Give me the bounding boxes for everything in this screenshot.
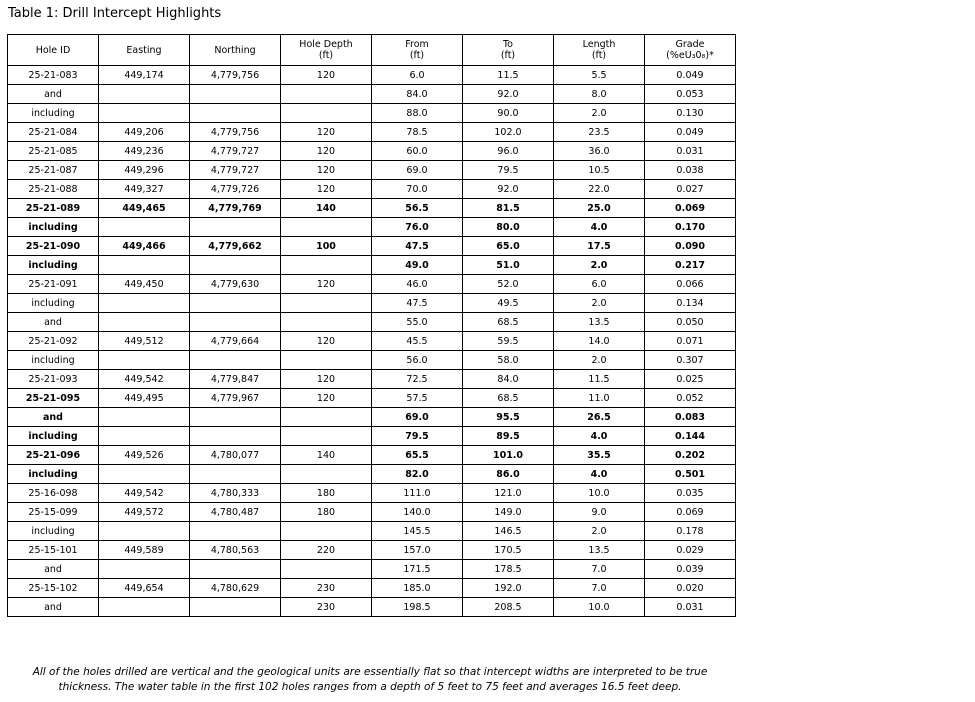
cell-grade: 0.083 bbox=[645, 408, 736, 427]
cell-hole-depth: 120 bbox=[281, 180, 372, 199]
cell-easting bbox=[99, 560, 190, 579]
table-row bbox=[8, 104, 736, 123]
cell-northing: 4,780,487 bbox=[190, 503, 281, 522]
cell-hole-depth bbox=[281, 256, 372, 275]
table-row bbox=[8, 541, 736, 560]
header-row bbox=[8, 35, 736, 66]
header-to bbox=[463, 35, 554, 66]
cell-easting bbox=[99, 522, 190, 541]
cell-grade: 0.090 bbox=[645, 237, 736, 256]
cell-length: 6.0 bbox=[554, 275, 645, 294]
cell-easting: 449,174 bbox=[99, 66, 190, 85]
cell-northing: 4,779,727 bbox=[190, 142, 281, 161]
cell-grade: 0.307 bbox=[645, 351, 736, 370]
cell-easting: 449,542 bbox=[99, 484, 190, 503]
cell-grade: 0.202 bbox=[645, 446, 736, 465]
cell-length: 36.0 bbox=[554, 142, 645, 161]
cell-to: 90.0 bbox=[463, 104, 554, 123]
table-row bbox=[8, 332, 736, 351]
cell-hole-depth: 120 bbox=[281, 275, 372, 294]
cell-hole-id: 25-21-092 bbox=[8, 332, 99, 351]
cell-hole-depth bbox=[281, 560, 372, 579]
cell-from: 84.0 bbox=[372, 85, 463, 104]
cell-to: 84.0 bbox=[463, 370, 554, 389]
cell-hole-depth: 180 bbox=[281, 503, 372, 522]
table-row bbox=[8, 408, 736, 427]
cell-to: 52.0 bbox=[463, 275, 554, 294]
cell-from: 65.5 bbox=[372, 446, 463, 465]
cell-from: 69.0 bbox=[372, 161, 463, 180]
cell-hole-depth: 120 bbox=[281, 123, 372, 142]
cell-from: 157.0 bbox=[372, 541, 463, 560]
cell-length: 2.0 bbox=[554, 294, 645, 313]
table-row bbox=[8, 218, 736, 237]
cell-hole-id: 25-21-095 bbox=[8, 389, 99, 408]
cell-from: 47.5 bbox=[372, 237, 463, 256]
cell-easting: 449,466 bbox=[99, 237, 190, 256]
cell-grade: 0.035 bbox=[645, 484, 736, 503]
cell-length: 4.0 bbox=[554, 218, 645, 237]
cell-length: 13.5 bbox=[554, 313, 645, 332]
cell-to: 92.0 bbox=[463, 180, 554, 199]
table-row bbox=[8, 446, 736, 465]
cell-from: 72.5 bbox=[372, 370, 463, 389]
cell-easting: 449,654 bbox=[99, 579, 190, 598]
cell-northing bbox=[190, 598, 281, 617]
cell-hole-id: and bbox=[8, 85, 99, 104]
cell-to: 86.0 bbox=[463, 465, 554, 484]
header-unit: (ft) bbox=[409, 50, 425, 61]
cell-from: 145.5 bbox=[372, 522, 463, 541]
cell-to: 149.0 bbox=[463, 503, 554, 522]
cell-hole-depth: 120 bbox=[281, 370, 372, 389]
cell-grade: 0.130 bbox=[645, 104, 736, 123]
cell-northing bbox=[190, 465, 281, 484]
cell-easting: 449,450 bbox=[99, 275, 190, 294]
cell-hole-depth: 120 bbox=[281, 161, 372, 180]
table-row bbox=[8, 199, 736, 218]
table-row bbox=[8, 427, 736, 446]
cell-length: 2.0 bbox=[554, 256, 645, 275]
cell-from: 79.5 bbox=[372, 427, 463, 446]
header-hole-depth bbox=[281, 35, 372, 66]
header-unit: (ft) bbox=[500, 50, 516, 61]
cell-length: 5.5 bbox=[554, 66, 645, 85]
table-row bbox=[8, 275, 736, 294]
cell-northing bbox=[190, 427, 281, 446]
table-row bbox=[8, 237, 736, 256]
cell-hole-depth: 100 bbox=[281, 237, 372, 256]
cell-northing: 4,779,664 bbox=[190, 332, 281, 351]
cell-from: 76.0 bbox=[372, 218, 463, 237]
cell-hole-id: 25-21-088 bbox=[8, 180, 99, 199]
cell-northing bbox=[190, 313, 281, 332]
cell-hole-id: 25-21-087 bbox=[8, 161, 99, 180]
cell-from: 78.5 bbox=[372, 123, 463, 142]
cell-length: 10.0 bbox=[554, 598, 645, 617]
cell-easting: 449,296 bbox=[99, 161, 190, 180]
cell-hole-depth: 120 bbox=[281, 389, 372, 408]
cell-from: 111.0 bbox=[372, 484, 463, 503]
cell-length: 14.0 bbox=[554, 332, 645, 351]
cell-from: 49.0 bbox=[372, 256, 463, 275]
cell-northing bbox=[190, 256, 281, 275]
header-label: Grade bbox=[675, 39, 705, 50]
cell-from: 56.5 bbox=[372, 199, 463, 218]
table-row bbox=[8, 389, 736, 408]
cell-grade: 0.027 bbox=[645, 180, 736, 199]
cell-easting: 449,589 bbox=[99, 541, 190, 560]
cell-grade: 0.053 bbox=[645, 85, 736, 104]
cell-hole-depth: 120 bbox=[281, 66, 372, 85]
cell-to: 96.0 bbox=[463, 142, 554, 161]
footnote: All of the holes drilled are vertical and the geological units are essentially flat so that intercept widths are interpreted to be true thickness. The water table in the first 102 holes ranges from a depth of 5 feet to 75 feet and averages 16.5 feet deep. bbox=[32, 666, 708, 693]
cell-northing: 4,779,727 bbox=[190, 161, 281, 180]
cell-grade: 0.031 bbox=[645, 142, 736, 161]
cell-hole-id: 25-15-102 bbox=[8, 579, 99, 598]
cell-easting: 449,512 bbox=[99, 332, 190, 351]
cell-hole-id: 25-21-089 bbox=[8, 199, 99, 218]
cell-hole-depth bbox=[281, 522, 372, 541]
table-body bbox=[8, 66, 736, 617]
cell-easting bbox=[99, 427, 190, 446]
cell-northing: 4,779,756 bbox=[190, 66, 281, 85]
cell-easting: 449,572 bbox=[99, 503, 190, 522]
cell-length: 2.0 bbox=[554, 104, 645, 123]
cell-easting bbox=[99, 256, 190, 275]
cell-easting bbox=[99, 104, 190, 123]
cell-easting bbox=[99, 598, 190, 617]
table-row bbox=[8, 294, 736, 313]
cell-hole-id: and bbox=[8, 560, 99, 579]
cell-grade: 0.038 bbox=[645, 161, 736, 180]
header-from bbox=[372, 35, 463, 66]
cell-to: 102.0 bbox=[463, 123, 554, 142]
cell-hole-depth bbox=[281, 465, 372, 484]
cell-hole-id: including bbox=[8, 218, 99, 237]
cell-to: 170.5 bbox=[463, 541, 554, 560]
cell-grade: 0.029 bbox=[645, 541, 736, 560]
cell-easting bbox=[99, 351, 190, 370]
table-row bbox=[8, 66, 736, 85]
cell-hole-depth: 230 bbox=[281, 598, 372, 617]
cell-hole-id: 25-21-090 bbox=[8, 237, 99, 256]
cell-length: 22.0 bbox=[554, 180, 645, 199]
cell-hole-id: including bbox=[8, 104, 99, 123]
cell-to: 121.0 bbox=[463, 484, 554, 503]
cell-hole-depth: 180 bbox=[281, 484, 372, 503]
cell-hole-id: 25-16-098 bbox=[8, 484, 99, 503]
cell-from: 69.0 bbox=[372, 408, 463, 427]
cell-northing: 4,779,756 bbox=[190, 123, 281, 142]
cell-to: 192.0 bbox=[463, 579, 554, 598]
cell-easting: 449,526 bbox=[99, 446, 190, 465]
header-label: Northing bbox=[214, 44, 256, 56]
cell-hole-id: 25-21-091 bbox=[8, 275, 99, 294]
cell-northing bbox=[190, 218, 281, 237]
cell-grade: 0.069 bbox=[645, 503, 736, 522]
cell-length: 2.0 bbox=[554, 522, 645, 541]
cell-easting bbox=[99, 294, 190, 313]
cell-to: 49.5 bbox=[463, 294, 554, 313]
cell-northing bbox=[190, 85, 281, 104]
cell-hole-id: 25-21-083 bbox=[8, 66, 99, 85]
cell-hole-id: and bbox=[8, 408, 99, 427]
cell-length: 9.0 bbox=[554, 503, 645, 522]
cell-from: 46.0 bbox=[372, 275, 463, 294]
cell-from: 70.0 bbox=[372, 180, 463, 199]
cell-hole-id: 25-15-099 bbox=[8, 503, 99, 522]
cell-northing: 4,780,333 bbox=[190, 484, 281, 503]
cell-northing bbox=[190, 104, 281, 123]
cell-easting: 449,236 bbox=[99, 142, 190, 161]
header-hole-id bbox=[8, 35, 99, 66]
cell-easting bbox=[99, 85, 190, 104]
cell-length: 11.0 bbox=[554, 389, 645, 408]
cell-from: 82.0 bbox=[372, 465, 463, 484]
cell-grade: 0.066 bbox=[645, 275, 736, 294]
cell-easting bbox=[99, 465, 190, 484]
cell-length: 23.5 bbox=[554, 123, 645, 142]
cell-northing bbox=[190, 294, 281, 313]
cell-length: 4.0 bbox=[554, 465, 645, 484]
cell-northing bbox=[190, 351, 281, 370]
cell-hole-id: and bbox=[8, 598, 99, 617]
header-label: Hole Depth bbox=[299, 39, 353, 50]
cell-from: 45.5 bbox=[372, 332, 463, 351]
cell-hole-depth bbox=[281, 104, 372, 123]
table-row bbox=[8, 465, 736, 484]
cell-to: 208.5 bbox=[463, 598, 554, 617]
cell-easting: 449,465 bbox=[99, 199, 190, 218]
cell-grade: 0.178 bbox=[645, 522, 736, 541]
table-row bbox=[8, 503, 736, 522]
table-row bbox=[8, 161, 736, 180]
cell-easting bbox=[99, 218, 190, 237]
cell-to: 68.5 bbox=[463, 389, 554, 408]
cell-to: 51.0 bbox=[463, 256, 554, 275]
header-label: Easting bbox=[126, 44, 162, 56]
table-title: Table 1: Drill Intercept Highlights bbox=[8, 6, 222, 21]
cell-northing bbox=[190, 560, 281, 579]
cell-hole-id: 25-21-084 bbox=[8, 123, 99, 142]
cell-northing: 4,779,662 bbox=[190, 237, 281, 256]
cell-grade: 0.144 bbox=[645, 427, 736, 446]
header-length bbox=[554, 35, 645, 66]
cell-hole-depth bbox=[281, 408, 372, 427]
cell-from: 57.5 bbox=[372, 389, 463, 408]
cell-length: 35.5 bbox=[554, 446, 645, 465]
table-row bbox=[8, 598, 736, 617]
drill-intercept-table bbox=[7, 34, 736, 617]
cell-from: 6.0 bbox=[372, 66, 463, 85]
cell-grade: 0.031 bbox=[645, 598, 736, 617]
cell-northing: 4,780,077 bbox=[190, 446, 281, 465]
cell-hole-id: including bbox=[8, 256, 99, 275]
cell-length: 7.0 bbox=[554, 560, 645, 579]
header-label: To bbox=[502, 39, 513, 50]
cell-length: 10.5 bbox=[554, 161, 645, 180]
table-row bbox=[8, 351, 736, 370]
cell-hole-id: including bbox=[8, 294, 99, 313]
cell-hole-id: and bbox=[8, 313, 99, 332]
cell-northing: 4,779,726 bbox=[190, 180, 281, 199]
cell-hole-depth: 140 bbox=[281, 199, 372, 218]
table-row bbox=[8, 522, 736, 541]
cell-northing: 4,779,769 bbox=[190, 199, 281, 218]
cell-grade: 0.052 bbox=[645, 389, 736, 408]
header-unit: (%eU₃0₈)* bbox=[666, 50, 714, 61]
cell-easting: 449,327 bbox=[99, 180, 190, 199]
cell-length: 7.0 bbox=[554, 579, 645, 598]
cell-to: 101.0 bbox=[463, 446, 554, 465]
table-row bbox=[8, 142, 736, 161]
cell-from: 198.5 bbox=[372, 598, 463, 617]
cell-hole-id: 25-21-096 bbox=[8, 446, 99, 465]
cell-hole-depth bbox=[281, 85, 372, 104]
cell-grade: 0.039 bbox=[645, 560, 736, 579]
cell-to: 11.5 bbox=[463, 66, 554, 85]
cell-from: 88.0 bbox=[372, 104, 463, 123]
cell-hole-depth bbox=[281, 313, 372, 332]
cell-hole-id: including bbox=[8, 465, 99, 484]
cell-to: 146.5 bbox=[463, 522, 554, 541]
cell-grade: 0.134 bbox=[645, 294, 736, 313]
cell-grade: 0.020 bbox=[645, 579, 736, 598]
cell-grade: 0.069 bbox=[645, 199, 736, 218]
table-row bbox=[8, 123, 736, 142]
header-easting bbox=[99, 35, 190, 66]
cell-from: 47.5 bbox=[372, 294, 463, 313]
cell-to: 92.0 bbox=[463, 85, 554, 104]
cell-hole-depth bbox=[281, 427, 372, 446]
cell-grade: 0.049 bbox=[645, 123, 736, 142]
header-northing bbox=[190, 35, 281, 66]
cell-easting bbox=[99, 408, 190, 427]
cell-from: 60.0 bbox=[372, 142, 463, 161]
table-row bbox=[8, 180, 736, 199]
cell-length: 25.0 bbox=[554, 199, 645, 218]
cell-hole-depth bbox=[281, 351, 372, 370]
cell-from: 185.0 bbox=[372, 579, 463, 598]
cell-hole-depth: 220 bbox=[281, 541, 372, 560]
cell-easting: 449,542 bbox=[99, 370, 190, 389]
header-label: Length bbox=[582, 39, 616, 50]
cell-to: 65.0 bbox=[463, 237, 554, 256]
cell-hole-id: 25-15-101 bbox=[8, 541, 99, 560]
cell-length: 8.0 bbox=[554, 85, 645, 104]
cell-grade: 0.501 bbox=[645, 465, 736, 484]
table-row bbox=[8, 484, 736, 503]
header-label: Hole ID bbox=[35, 44, 71, 56]
cell-to: 81.5 bbox=[463, 199, 554, 218]
cell-to: 79.5 bbox=[463, 161, 554, 180]
cell-grade: 0.025 bbox=[645, 370, 736, 389]
cell-northing: 4,779,847 bbox=[190, 370, 281, 389]
cell-hole-depth: 120 bbox=[281, 332, 372, 351]
cell-northing: 4,779,630 bbox=[190, 275, 281, 294]
table-row bbox=[8, 560, 736, 579]
cell-easting bbox=[99, 313, 190, 332]
table-row bbox=[8, 370, 736, 389]
cell-to: 59.5 bbox=[463, 332, 554, 351]
cell-hole-id: including bbox=[8, 522, 99, 541]
cell-hole-depth bbox=[281, 218, 372, 237]
header-unit: (ft) bbox=[318, 50, 334, 61]
cell-to: 80.0 bbox=[463, 218, 554, 237]
cell-grade: 0.050 bbox=[645, 313, 736, 332]
cell-length: 13.5 bbox=[554, 541, 645, 560]
cell-hole-depth: 230 bbox=[281, 579, 372, 598]
cell-grade: 0.217 bbox=[645, 256, 736, 275]
cell-length: 26.5 bbox=[554, 408, 645, 427]
cell-hole-id: 25-21-085 bbox=[8, 142, 99, 161]
cell-northing: 4,780,629 bbox=[190, 579, 281, 598]
cell-hole-id: including bbox=[8, 427, 99, 446]
cell-to: 58.0 bbox=[463, 351, 554, 370]
table-row bbox=[8, 256, 736, 275]
cell-length: 4.0 bbox=[554, 427, 645, 446]
cell-length: 11.5 bbox=[554, 370, 645, 389]
cell-grade: 0.049 bbox=[645, 66, 736, 85]
cell-to: 68.5 bbox=[463, 313, 554, 332]
cell-hole-depth: 140 bbox=[281, 446, 372, 465]
cell-hole-depth bbox=[281, 294, 372, 313]
cell-length: 2.0 bbox=[554, 351, 645, 370]
cell-easting: 449,206 bbox=[99, 123, 190, 142]
cell-from: 56.0 bbox=[372, 351, 463, 370]
cell-to: 178.5 bbox=[463, 560, 554, 579]
cell-length: 10.0 bbox=[554, 484, 645, 503]
cell-grade: 0.170 bbox=[645, 218, 736, 237]
header-label: From bbox=[405, 39, 429, 50]
table-row bbox=[8, 579, 736, 598]
cell-northing bbox=[190, 522, 281, 541]
header-grade bbox=[645, 35, 736, 66]
cell-northing bbox=[190, 408, 281, 427]
cell-length: 17.5 bbox=[554, 237, 645, 256]
cell-to: 95.5 bbox=[463, 408, 554, 427]
cell-northing: 4,780,563 bbox=[190, 541, 281, 560]
cell-hole-depth: 120 bbox=[281, 142, 372, 161]
cell-easting: 449,495 bbox=[99, 389, 190, 408]
cell-hole-id: 25-21-093 bbox=[8, 370, 99, 389]
cell-to: 89.5 bbox=[463, 427, 554, 446]
cell-grade: 0.071 bbox=[645, 332, 736, 351]
cell-from: 171.5 bbox=[372, 560, 463, 579]
table-row bbox=[8, 313, 736, 332]
cell-hole-id: including bbox=[8, 351, 99, 370]
cell-northing: 4,779,967 bbox=[190, 389, 281, 408]
cell-from: 55.0 bbox=[372, 313, 463, 332]
header-unit: (ft) bbox=[591, 50, 607, 61]
table-row bbox=[8, 85, 736, 104]
cell-from: 140.0 bbox=[372, 503, 463, 522]
